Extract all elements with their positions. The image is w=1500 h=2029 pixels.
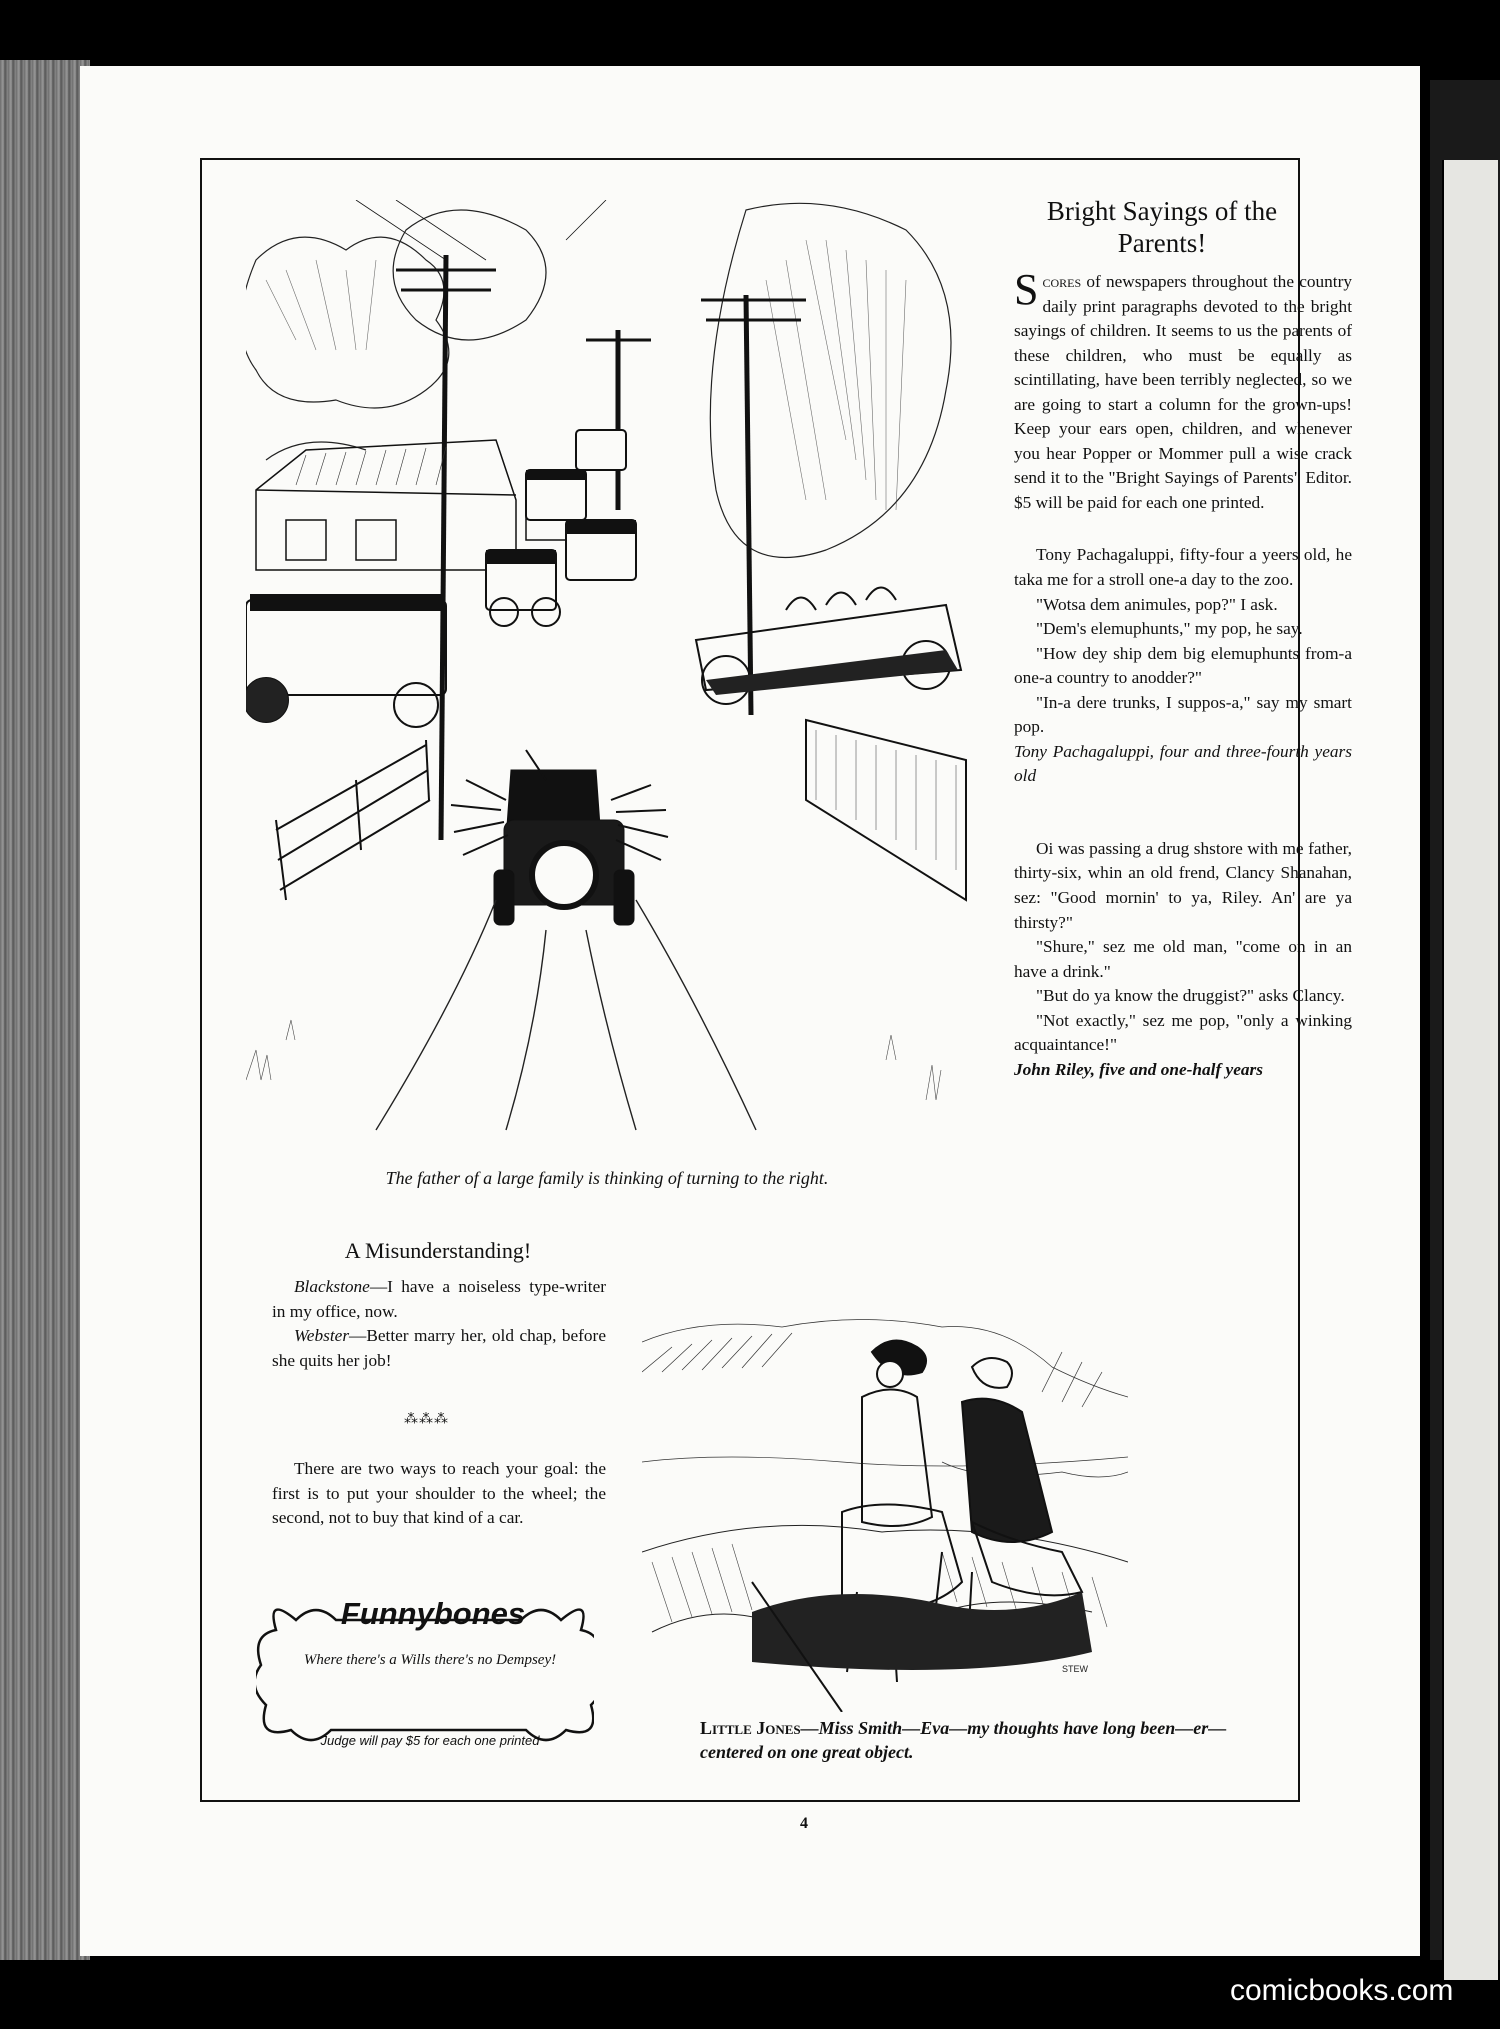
- intro-smallcaps: cores: [1042, 272, 1082, 291]
- item2-line: "Not exactly," sez me pop, "only a winking acquaintance!": [1014, 1010, 1352, 1055]
- misunderstanding-text: [272, 1275, 606, 1373]
- item2-line: Oi was passing a drug shstore with me father, thirty-six, whin an old frend, Clancy Shanahan, sez: "Good mornin' to ya, Riley. An' are ya thirsty?": [1014, 838, 1352, 932]
- separator-ornament: ⁂⁂⁂: [404, 1412, 449, 1427]
- intro-text: of newspapers throughout the country daily print paragraphs devoted to the bright sayings of children. It seems to us the parents of these children, who must be equally as scintillating, have been terribly neglected, so we are going to start a column for the grown-ups! Keep your ears open, children, and whenever you hear Popper or Mommer pull a wise crack send it to the "Bright Sayings of Parents" Editor. $5 will be paid for each one printed.: [1014, 272, 1352, 512]
- item1-line: "Dem's elemuphunts," my pop, he say.: [1036, 619, 1303, 639]
- item2-line: "Shure," sez me old man, "come on in an have a drink.": [1014, 937, 1352, 981]
- two-ways-joke: [272, 1457, 606, 1531]
- caption-speaker: Little Jones: [700, 1718, 801, 1738]
- funnybones-footer: Judge will pay $5 for each one printed: [320, 1733, 540, 1748]
- item2-line: "But do ya know the druggist?" asks Clancy.: [1036, 986, 1345, 1006]
- top-cartoon-caption: The father of a large family is thinking of turning to the right.: [385, 1168, 829, 1188]
- funnybones-joke: Where there's a Wills there's no Dempsey!: [303, 1652, 557, 1668]
- page-number: 4: [800, 1815, 808, 1832]
- item1-line: "How dey ship dem big elemuphunts from-a one-a country to anodder?": [1014, 643, 1352, 688]
- book-page-edges: [0, 60, 90, 1960]
- bottom-cartoon-illustration: [642, 1312, 1128, 1712]
- bright-sayings-column: [1014, 265, 1352, 1082]
- speaker-blackstone: Blackstone: [294, 1277, 370, 1296]
- bright-sayings-intro: [1014, 265, 1352, 515]
- top-cartoon-illustration: [246, 200, 968, 1145]
- item2-signature: John Riley, five and one-half years: [1014, 1059, 1263, 1079]
- caption-text: —Miss Smith—Eva—my thoughts have long been—er—centered on one great object.: [700, 1718, 1227, 1763]
- item1-line: "Wotsa dem animules, pop?" I ask.: [1036, 594, 1278, 614]
- line1-text: —I have a noiseless type-writer in my office, now.: [272, 1277, 606, 1321]
- bottom-cartoon-caption: [700, 1716, 1240, 1765]
- item1-signature: Tony Pachagaluppi, four and three-fourth years old: [1014, 741, 1352, 786]
- item1-line: Tony Pachagaluppi, fifty-four a yeers old, he taka me for a stroll one-a day to the zoo.: [1014, 545, 1352, 590]
- line2-text: —Better marry her, old chap, before she quits her job!: [272, 1326, 606, 1370]
- artist-signature: STEW: [1062, 1664, 1088, 1674]
- facing-page-strip: [1430, 80, 1500, 1960]
- bright-sayings-title: Bright Sayings of the Parents!: [1046, 196, 1278, 259]
- watermark: comicbooks.com: [1230, 1974, 1454, 2007]
- misunderstanding-title: A Misunderstanding!: [344, 1238, 532, 1263]
- two-ways-text: There are two ways to reach your goal: the first is to put your shoulder to the wheel; the second, not to buy that kind of a car.: [272, 1459, 606, 1528]
- drop-cap: S: [1014, 265, 1039, 314]
- funnybones-title: Funnybones: [340, 1596, 526, 1631]
- speaker-webster: Webster: [294, 1326, 350, 1346]
- item1-line: "In-a dere trunks, I suppos-a," say my smart pop.: [1014, 692, 1352, 737]
